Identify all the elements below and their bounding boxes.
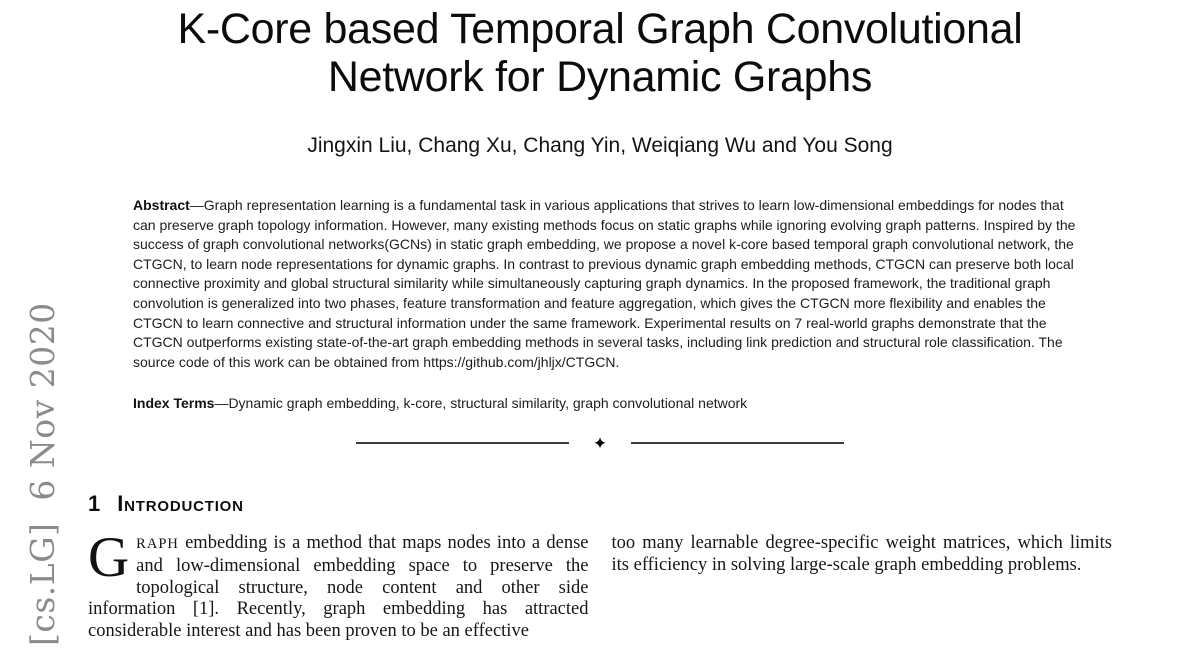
index-terms-text: —Dynamic graph embedding, k-core, structural similarity, graph convolutional network: [214, 395, 748, 412]
intro-paragraph: [88, 525, 589, 643]
intro-columns: [88, 525, 1112, 643]
intro-paragraph-text: embedding is a method that maps nodes into a dense and low-dimensional embedding space to preserve the topological structure, node content and other side information [1]. Recently, graph embedding has attracted considerable interest and has been proven to be an effective: [88, 532, 589, 642]
right-column: [612, 533, 1113, 643]
section-number: 1: [88, 490, 101, 516]
paper-title: [0, 0, 1200, 101]
abstract-text-end: .: [615, 353, 620, 370]
paper-title-line-2: Network for Dynamic Graphs: [327, 53, 873, 101]
index-terms-paragraph: [133, 394, 1088, 414]
authors-line: Jingxin Liu, Chang Xu, Chang Yin, Weiqiang Wu and You Song: [307, 134, 893, 157]
section-heading-introduction: [88, 491, 1200, 517]
arxiv-stamp: [cs.LG] 6 Nov 2020: [23, 302, 62, 646]
abstract-label: Abstract: [133, 197, 190, 213]
abstract-text: —Graph representation learning is a fundamental task in various applications that strives to learn low-dimensional embeddings for nodes that can preserve graph topology information. However, many existing methods focus on static graphs while ignoring evolving graph patterns. Inspired by the success of graph convolutional networks(GCNs) in static graph embedding, we propose a novel k-core based temporal graph convolutional network, the CTGCN, to learn node representations for dynamic graphs. In contrast to previous dynamic graph embedding methods, CTGCN can preserve both local connective proximity and global structural similarity while simultaneously capturing graph dynamics. In the proposed framework, the traditional graph convolution is generalized into two phases, feature transformation and feature aggregation, which gives the CTGCN more flexibility and enables the CTGCN to learn connective and structural information under the same framework. Experimental results on 7 real-world graphs demonstrate that the CTGCN outperforms existing state-of-the-art graph embedding methods in several tasks, including link prediction and structural role classification. The source code of this work can be obtained from: [133, 197, 1076, 370]
section-title: Introduction: [117, 490, 244, 516]
diamond-icon: ✦: [592, 433, 608, 453]
index-terms-label: Index Terms: [133, 395, 215, 412]
paper-title-line-1: K-Core based Temporal Graph Convolutional: [177, 5, 1023, 53]
dropcap-letter: G: [88, 525, 130, 589]
section-divider: [0, 435, 1200, 452]
abstract-paragraph: [133, 196, 1088, 372]
left-column: [88, 525, 589, 643]
divider-rule-left: [356, 442, 569, 444]
github-link[interactable]: https://github.com/jhljx/CTGCN: [423, 353, 616, 370]
continuation-paragraph: [612, 533, 1113, 577]
divider-rule-right: [631, 442, 844, 444]
lead-word-caps: RAPH: [136, 535, 179, 552]
continuation-paragraph-text: too many learnable degree-specific weight matrices, which limits its efficiency in solving large-scale graph embedding problems.: [611, 532, 1112, 575]
